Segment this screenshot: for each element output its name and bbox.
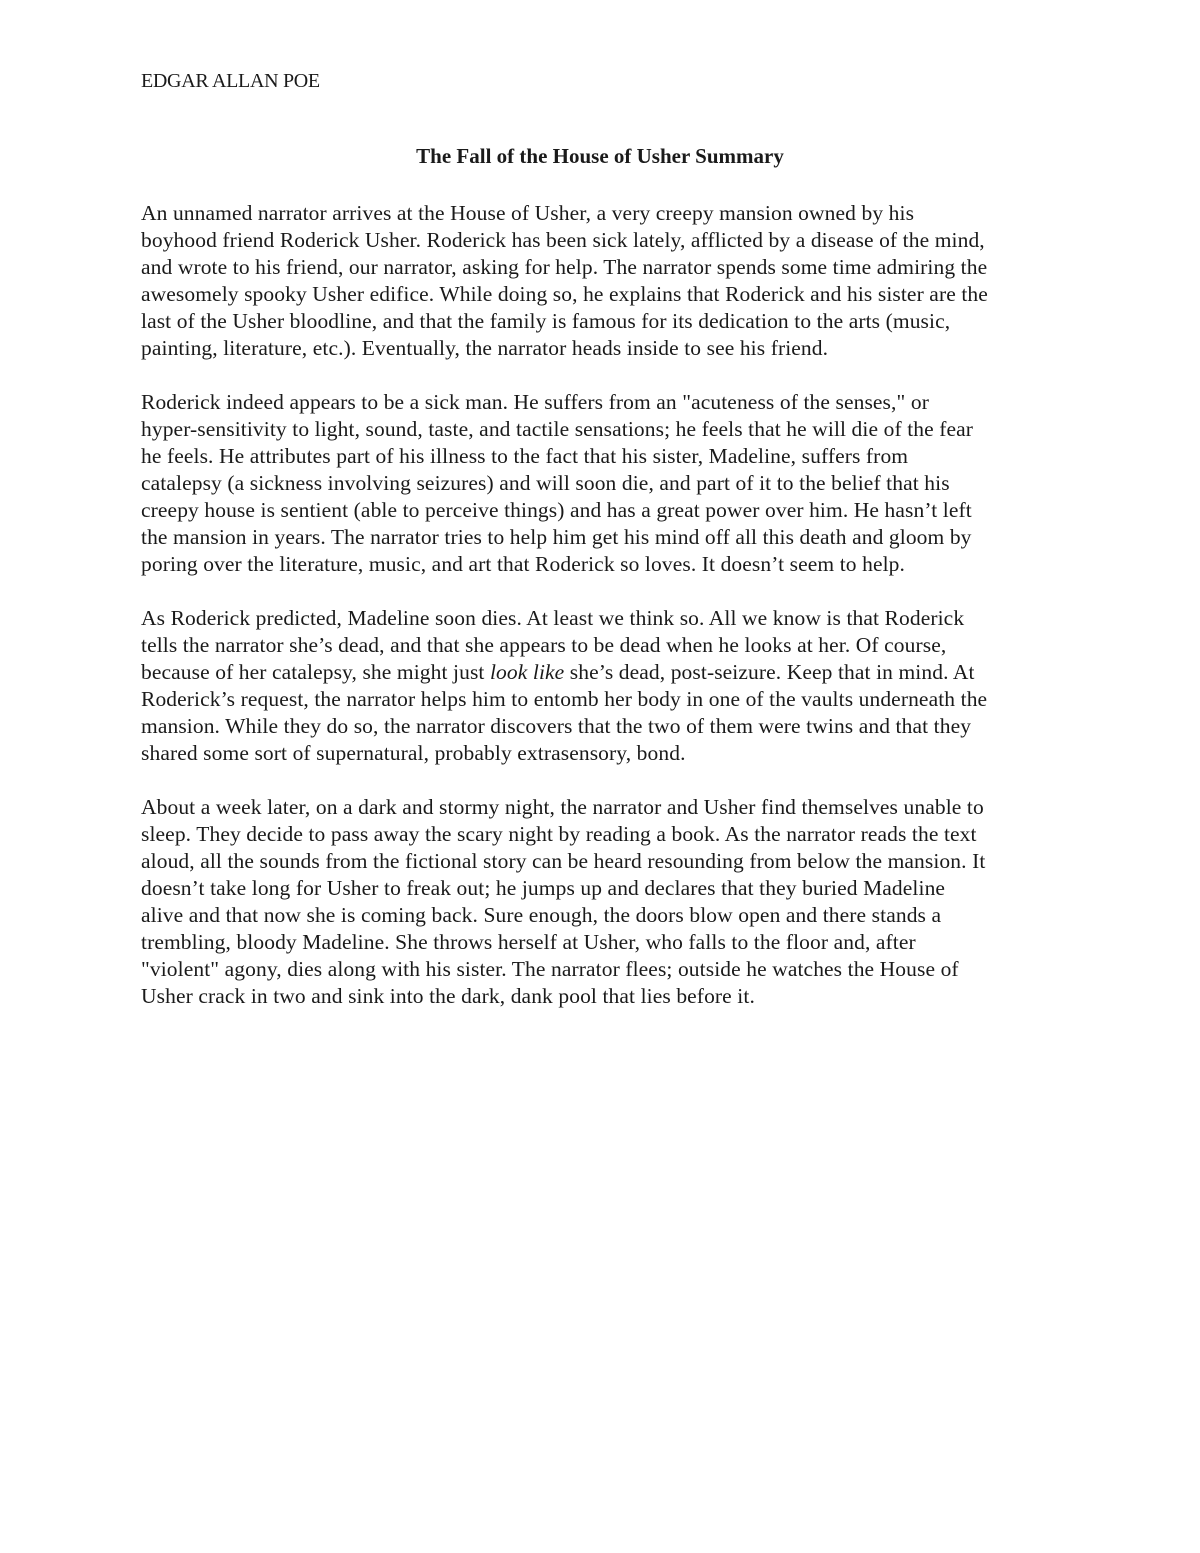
text-line: alive and that now she is coming back. Sure enough, the doors blow open and there stands a [141,903,942,927]
text-line: An unnamed narrator arrives at the House of Usher, a very creepy mansion owned by his [141,201,915,225]
paragraph [141,389,1081,578]
text-line [141,659,1081,686]
text-segment: because of her catalepsy, she might just [141,660,490,684]
text-line: hyper-sensitivity to light, sound, taste, and tactile sensations; he feels that he will die of the fear [141,417,974,441]
text-line: Usher crack in two and sink into the dark, dank pool that lies before it. [141,984,755,1008]
text-line: Roderick indeed appears to be a sick man. He suffers from an "acuteness of the senses," or [141,390,929,414]
text-line: painting, literature, etc.). Eventually, the narrator heads inside to see his friend. [141,336,829,360]
text-line: boyhood friend Roderick Usher. Roderick has been sick lately, afflicted by a disease of the mind, [141,228,985,252]
paragraph-gap [141,578,1081,605]
paragraph [141,794,1081,1010]
text-line: he feels. He attributes part of his illness to the fact that his sister, Madeline, suffers from [141,444,909,468]
text-line: "violent" agony, dies along with his sister. The narrator flees; outside he watches the House of [141,957,959,981]
text-line: mansion. While they do so, the narrator discovers that the two of them were twins and that they [141,714,972,738]
text-line: sleep. They decide to pass away the scary night by reading a book. As the narrator reads the text [141,822,977,846]
document-title: The Fall of the House of Usher Summary [416,144,784,168]
text-line: trembling, bloody Madeline. She throws herself at Usher, who falls to the floor and, after [141,930,916,954]
text-line: the mansion in years. The narrator tries to help him get his mind off all this death and gloom by [141,525,972,549]
text-line: and wrote to his friend, our narrator, asking for help. The narrator spends some time admiring the [141,255,988,279]
text-line: As Roderick predicted, Madeline soon dies. At least we think so. All we know is that Roderick [141,606,965,630]
italic-text: look like [489,660,565,684]
text-line: aloud, all the sounds from the fictional story can be heard resounding from below the mansion. It [141,849,986,873]
text-line: creepy house is sentient (able to perceive things) and has a great power over him. He hasn’t left [141,498,972,522]
paragraph [141,605,1081,767]
paragraph [141,200,1081,362]
text-segment: she’s dead, post-seizure. Keep that in mind. At [564,660,975,684]
document-header: EDGAR ALLAN POE [141,70,320,92]
text-line: shared some sort of supernatural, probably extrasensory, bond. [141,741,686,765]
text-line: tells the narrator she’s dead, and that she appears to be dead when he looks at her. Of course, [141,633,947,657]
text-line: About a week later, on a dark and stormy night, the narrator and Usher find themselves unable to [141,795,984,819]
text-line: awesomely spooky Usher edifice. While doing so, he explains that Roderick and his sister are the [141,282,988,306]
text-line: catalepsy (a sickness involving seizures) and will soon die, and part of it to the belief that his [141,471,950,495]
document-body [141,200,1081,1010]
text-line: doesn’t take long for Usher to freak out; he jumps up and declares that they buried Madeline [141,876,946,900]
paragraph-gap [141,767,1081,794]
text-line: Roderick’s request, the narrator helps him to entomb her body in one of the vaults underneath the [141,687,988,711]
paragraph-gap [141,362,1081,389]
text-line: last of the Usher bloodline, and that the family is famous for its dedication to the arts (music, [141,309,951,333]
text-line: poring over the literature, music, and art that Roderick so loves. It doesn’t seem to help. [141,552,905,576]
